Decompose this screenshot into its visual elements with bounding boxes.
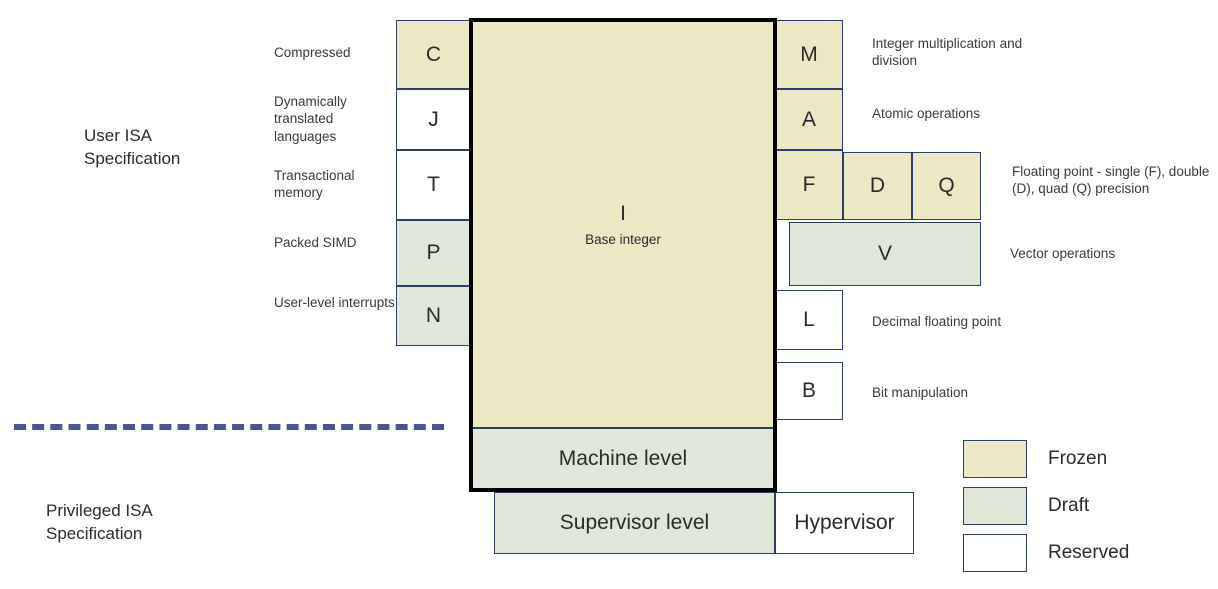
- privileged-isa-spec-title: [46, 500, 266, 546]
- machine-level-box[interactable]: [471, 428, 775, 490]
- legend-swatch-frozen: [963, 440, 1027, 478]
- label-integer-multiplication-division: Integer multiplication and division: [872, 36, 1023, 69]
- extension-box-b[interactable]: [775, 362, 843, 420]
- label-transactional-memory: Transactional memory: [274, 168, 355, 201]
- extension-box-d[interactable]: [843, 152, 912, 220]
- extension-subtitle-i: Base integer: [585, 231, 661, 247]
- label-packed-simd: Packed SIMD: [274, 235, 357, 250]
- user-isa-spec-title-line1: User ISA: [84, 126, 153, 145]
- extension-box-q[interactable]: [912, 152, 981, 220]
- legend-swatch-draft: [963, 487, 1027, 525]
- user-isa-spec-title-line2: Specification: [84, 148, 181, 168]
- hypervisor-label: Hypervisor: [794, 511, 895, 534]
- extension-box-c[interactable]: [396, 20, 471, 89]
- user-isa-spec-title: [84, 125, 284, 171]
- legend-swatch-reserved: [963, 534, 1027, 572]
- extension-letter-v: V: [877, 242, 892, 265]
- extension-letter-i: I: [620, 201, 626, 225]
- extension-box-j[interactable]: [396, 89, 471, 150]
- label-floating-point-precision: Floating point - single (F), double (D), quad (Q) precision: [1012, 164, 1210, 197]
- extension-letter-n: N: [425, 304, 442, 327]
- extension-box-i[interactable]: [471, 20, 775, 428]
- hypervisor-box[interactable]: [775, 492, 914, 554]
- machine-level-label: Machine level: [558, 447, 688, 470]
- extension-letter-a: A: [801, 107, 816, 131]
- extension-box-a[interactable]: [775, 89, 843, 150]
- extension-letter-l: L: [803, 308, 815, 331]
- extension-box-f[interactable]: [775, 150, 843, 220]
- extension-box-v[interactable]: [789, 222, 981, 286]
- label-bit-manipulation: Bit manipulation: [872, 385, 969, 400]
- label-decimal-floating-point: Decimal floating point: [872, 314, 1002, 329]
- extension-letter-m: M: [800, 42, 818, 66]
- extension-letter-p: P: [426, 241, 441, 264]
- extension-box-l[interactable]: [775, 290, 843, 350]
- extension-letter-c: C: [425, 42, 442, 66]
- supervisor-level-label: Supervisor level: [559, 511, 710, 534]
- extension-letter-t: T: [427, 173, 440, 196]
- extension-letter-b: B: [801, 379, 816, 402]
- extension-box-p[interactable]: [396, 220, 471, 286]
- legend-label-frozen: Frozen: [1048, 448, 1108, 469]
- label-atomic-operations: Atomic operations: [872, 106, 981, 121]
- extension-letter-q: Q: [938, 174, 955, 197]
- extension-letter-f: F: [802, 173, 816, 196]
- extension-letter-j: J: [428, 107, 439, 131]
- privileged-isa-spec-title-line1: Privileged ISA: [46, 501, 153, 520]
- label-dynamically-translated-languages: Dynamically translated languages: [274, 94, 347, 144]
- supervisor-level-box[interactable]: [494, 492, 775, 554]
- extension-box-t[interactable]: [396, 150, 471, 220]
- label-vector-operations: Vector operations: [1010, 246, 1116, 261]
- label-user-level-interrupts: User-level interrupts: [274, 295, 395, 310]
- extension-letter-d: D: [869, 174, 886, 197]
- isa-divider: [14, 424, 444, 430]
- privileged-isa-spec-title-line2: Specification: [46, 523, 143, 543]
- extension-box-m[interactable]: [775, 20, 843, 89]
- legend-label-reserved: Reserved: [1048, 542, 1130, 563]
- extension-box-n[interactable]: [396, 286, 471, 346]
- label-compressed: Compressed: [274, 45, 351, 60]
- legend-label-draft: Draft: [1048, 495, 1090, 516]
